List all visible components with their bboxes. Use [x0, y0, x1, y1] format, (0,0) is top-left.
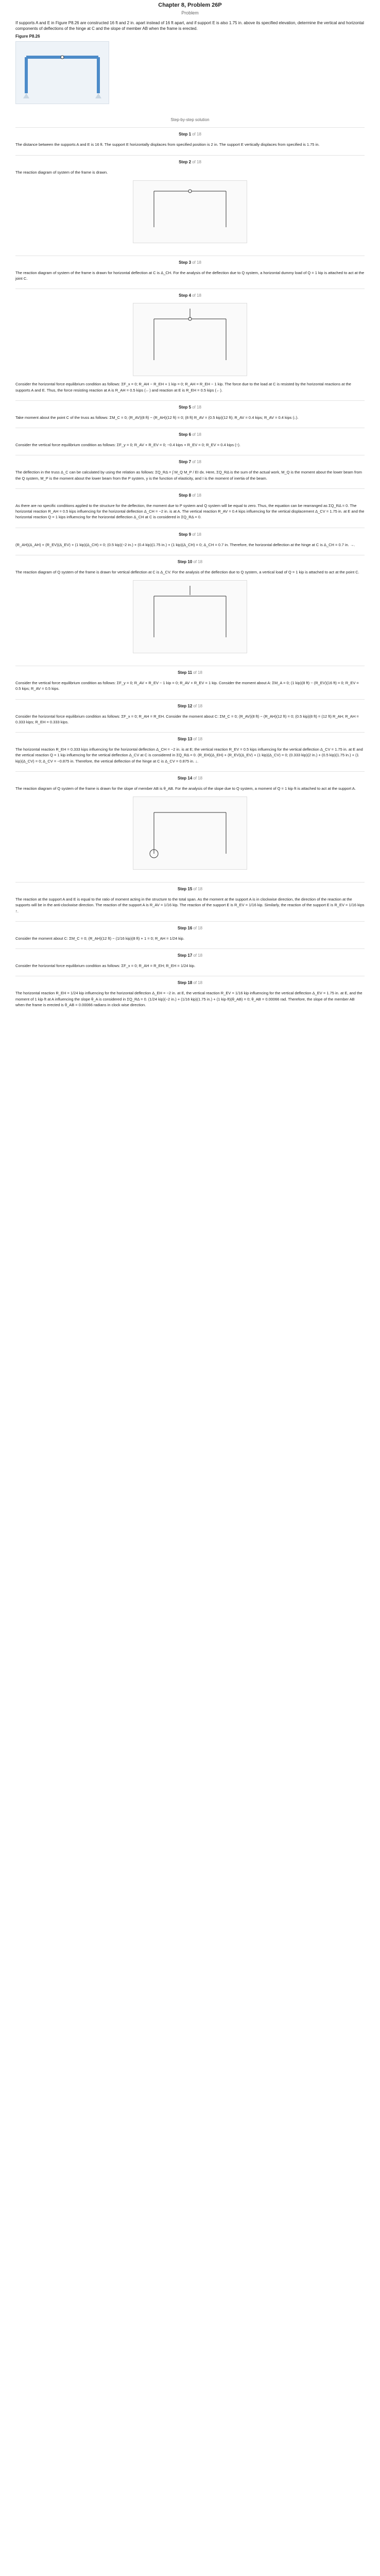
step-16-header — [15, 926, 365, 930]
step-3-label: Step 3 — [179, 260, 192, 265]
problem-statement — [15, 21, 365, 104]
figure-label: Figure P8.26 — [15, 33, 40, 39]
p-system-diagram — [133, 180, 247, 243]
step-3 — [15, 256, 365, 289]
frame-figure — [16, 42, 109, 104]
q-system-diagram-3 — [133, 796, 247, 870]
step-7-text: The deflection in the truss Δ_C can be calculated by using the relation as follows: ΣQ_RΔ = ∫ M_Q M_P / EI dx. Here, ΣQ_RΔ is the sum of the actual work, M_Q is the moment about the lower beam from the Q system, M_P is the moment about the lower beam from the P system, y is the function of elasticity, and I is the moment of inertia of the beam. — [15, 470, 362, 481]
step-6-label: Step 6 — [179, 432, 192, 437]
step-6-header — [15, 432, 365, 437]
step-1-label: Step 1 — [179, 132, 192, 137]
step-7-label: Step 7 — [179, 460, 192, 465]
step-6 — [15, 428, 365, 455]
step-16-text: Consider the moment about C: ΣM_C = 0; (R_AH)(12 ft) − (1/16 kip)(8 ft) + 1 = 0; R_AH = 1/24 kip. — [15, 936, 184, 941]
step-6-text: Consider the vertical force equilibrium condition as follows: ΣF_y = 0; R_AV + R_EV = 0; −0.4 kips + R_EV = 0; R_EV = 0.4 kips (↑). — [15, 443, 240, 448]
step-1 — [15, 127, 365, 155]
step-2-label: Step 2 — [179, 159, 192, 164]
step-10-of: of 18 — [193, 559, 203, 564]
q-system-diagram-1 — [133, 303, 247, 376]
step-4-text: Consider the horizontal force equilibrium condition as follows: ΣF_x = 0; R_AH − R_EH + 1 kip = 0; R_AH = R_EH − 1 kip. The force due to the load at C is resisted by the horizontal reactions at the supports A and E. Thus, the force resisting reaction at A is R_AH = 0.5 kips (←) and reaction at E is R_EH = 0.5 kips (←). — [15, 382, 351, 393]
step-14-of: of 18 — [193, 775, 203, 781]
step-12-text: Consider the horizontal force equilibrium condition as follows: ΣF_x = 0; R_AH = R_EH. Consider the moment about C: ΣM_C = 0; (R_AV)(8 ft) − (R_AH)(12 ft) = 0; (0.5 kip)(8 ft) = (12 ft) R_AH; R_AH = 0.333 kips; R_EH = 0.333 kips. — [15, 714, 359, 724]
step-12-of: of 18 — [193, 703, 203, 708]
step-15 — [15, 882, 365, 921]
step-11-label: Step 11 — [178, 670, 193, 675]
solution-label: Step-by-step solution — [170, 117, 210, 123]
step-1-of: of 18 — [192, 132, 201, 137]
step-7-of: of 18 — [192, 460, 201, 465]
step-10-header — [15, 560, 365, 564]
step-10 — [15, 555, 365, 666]
step-5 — [15, 400, 365, 428]
step-14-header — [15, 776, 365, 781]
step-15-of: of 18 — [193, 887, 203, 892]
step-3-header — [15, 260, 365, 265]
step-14-text: The reaction diagram of Q system of the frame is drawn for the slope of member AB is θ_AB. For the analysis of the slope due to Q system, a moment of Q = 1 kip·ft is attached to act at the support A. — [15, 786, 356, 791]
steps-container — [0, 127, 380, 1015]
step-17-of: of 18 — [193, 953, 203, 958]
step-3-text: The reaction diagram of system of the frame is drawn for horizontal deflection at C is Δ_CH. For the analysis of the deflection due to Q system, a horizontal dummy load of Q = 1 kip is attached to act at the joint C. — [15, 270, 365, 281]
step-6-of: of 18 — [192, 432, 201, 437]
step-14 — [15, 771, 365, 882]
step-1-header — [15, 132, 365, 137]
step-5-of: of 18 — [192, 404, 201, 410]
step-4-header — [15, 293, 365, 298]
step-11-header — [15, 670, 365, 675]
step-13 — [15, 732, 365, 771]
step-13-of: of 18 — [193, 737, 203, 742]
step-9 — [15, 528, 365, 555]
step-11-of: of 18 — [193, 670, 202, 675]
step-8-label: Step 8 — [179, 493, 192, 498]
step-5-text: Take moment about the point C of the truss as follows: ΣM_C = 0; (R_AV)(8 ft) − (R_AH)(12 ft) = 0; (8 ft) R_AV = (0.5 kip)(12 ft); R_AV = 0.4 kips; R_AV = 0.4 kips (↓). — [15, 415, 299, 420]
step-15-header — [15, 887, 365, 891]
step-17-header — [15, 953, 365, 958]
step-18-header — [15, 980, 365, 985]
step-4-label: Step 4 — [179, 293, 192, 298]
step-15-text: The reaction at the support A and E is equal to the ratio of moment acting in the structure to the total span. As the moment at the support A is in clockwise direction, the direction of the reaction at the supports will be in the anti-clockwise direction. The reaction of the support A is R_AV = 1/16 kip. The reaction of the support E is R_EV = 1/16 kip. Similarly, the reaction of the support E is R_EV = 1/16 kips ↑. — [15, 897, 365, 913]
step-9-header — [15, 532, 365, 537]
step-13-text: The horizontal reaction R_EH = 0.333 kips influencing for the horizontal deflection Δ_CH = −2 in. is at E; the vertical reaction R_EV = 0.5 kips influencing for the vertical deflection Δ_CV = 1.75 in. at E and the vertical reaction Q = 1 kip influencing for the vertical deflection Δ_CV at C is considered in ΣQ_RΔ = 0. (R_EH)(Δ_EH) + (R_EV)(Δ_EV) + (1 kip)(Δ_CV) = 0; (0.333 kip)(2 in.) + (0.5 kip)(1.75 in.) + (1 kip)(Δ_CV) = 0; Δ_CV = −0.875 in. Therefore, the vertical deflection of the hinge at C is Δ_CV = 0.875 in. ↓. — [15, 747, 363, 764]
step-16-label: Step 16 — [177, 925, 193, 930]
step-12-header — [15, 704, 365, 708]
step-17-label: Step 17 — [177, 953, 193, 958]
step-8-of: of 18 — [192, 493, 201, 498]
step-8-text: As there are no specific conditions applied to the structure for the deflection, the moment due to P system and Q system will be equal to zero. Thus, the equation can be rearranged as ΣQ_RΔ = 0. The horizontal reaction R_AH = 0.5 kips influencing for the horizontal deflection Δ_CH = −2 in. is at A. The vertical reaction R_AV = 0.4 kips influencing for the vertical displacement Δ_CV = 1.75 in. at E and the horizontal reaction Q = 1 kips influencing for the horizontal deflection Δ_CH at C is considered in ΣQ_RΔ = 0. — [15, 503, 365, 520]
step-12 — [15, 699, 365, 733]
step-10-text: The reaction diagram of Q system of the frame is drawn for vertical deflection at C is Δ_CV. For the analysis of the deflection due to Q system, a vertical load of Q = 1 kip is attached to act at the point C. — [15, 569, 359, 574]
page-subtitle: Problem — [181, 10, 199, 15]
step-8-header — [15, 493, 365, 498]
step-17-text: Consider the horizontal force equilibrium condition as follows: ΣF_x = 0; R_AH = R_EH; R_EH = 1/24 kip. — [15, 963, 196, 969]
step-9-text: (R_AH)(Δ_AH) + (R_EV)(Δ_EV) + (1 kip)(Δ_CH) = 0; (0.5 kip)(−2 in.) + (0.4 kip)(1.75 in.) + (1 kip)(Δ_CH) = 0; Δ_CH = 0.7 in. Therefore, the horizontal deflection at the hinge at C is Δ_CH = 0.7 in. →. — [15, 542, 355, 547]
step-12-label: Step 12 — [177, 703, 193, 708]
step-18-label: Step 18 — [177, 980, 193, 986]
step-15-label: Step 15 — [177, 887, 193, 892]
step-13-label: Step 13 — [177, 737, 193, 742]
step-5-header — [15, 405, 365, 410]
step-18-text: The horizontal reaction R_EH = 1/24 kip influencing for the horizontal deflection Δ_EH = −2 in. at E, the vertical reaction R_EV = 1/16 kip influencing for the vertical deflection Δ_EV = 1.75 in. at E, and the moment of 1 kip·ft at A influencing the slope θ_A is considered in ΣQ_RΔ = 0. (1/24 kip)(−2 in.) + (1/16 kip)(1.75 in.) + (1 kip·ft)(θ_AB) = 0; θ_AB = 0.00066 rad. Therefore, the slope of the member AB when the frame is erected is θ_AB = 0.00066 radians in clock wise direction. — [15, 991, 362, 1007]
step-18 — [15, 976, 365, 1015]
step-8 — [15, 488, 365, 528]
step-13-header — [15, 737, 365, 741]
step-1-text: The distance between the supports A and E is 16 ft. The support E horizontally displaces from specified position is 2 in. The support E vertically displaces from specified is 1.75 in. — [15, 142, 320, 147]
page-title: Chapter 8, Problem 26P — [158, 2, 222, 8]
step-9-label: Step 9 — [179, 532, 192, 537]
step-16 — [15, 921, 365, 948]
step-3-of: of 18 — [192, 260, 201, 265]
step-2-text: The reaction diagram of system of the frame is drawn. — [15, 170, 108, 175]
step-7 — [15, 455, 365, 488]
q-system-diagram-2 — [133, 580, 247, 653]
step-18-of: of 18 — [193, 980, 203, 986]
step-2 — [15, 155, 365, 256]
step-17 — [15, 948, 365, 976]
step-2-of: of 18 — [192, 159, 201, 164]
step-5-label: Step 5 — [179, 404, 192, 410]
step-16-of: of 18 — [193, 925, 203, 930]
step-7-header — [15, 460, 365, 464]
step-11 — [15, 666, 365, 699]
step-10-label: Step 10 — [177, 559, 193, 564]
step-4 — [15, 289, 365, 400]
step-2-header — [15, 160, 365, 164]
step-11-text: Consider the vertical force equilibrium condition as follows: ΣF_y = 0; R_AV + R_EV − 1 kip = 0; R_AV + R_EV = 1 kip. Consider the moment about A: ΣM_A = 0; (1 kip)(8 ft) − (R_EV)(16 ft) = 0; R_EV = 0.5 kips; R_AV = 0.5 kips. — [15, 681, 359, 691]
step-9-of: of 18 — [192, 532, 201, 537]
figure-frame — [15, 41, 109, 104]
step-4-of: of 18 — [192, 293, 201, 298]
problem-text: If supports A and E in Figure P8.26 are constructed 16 ft and 2 in. apart instead of 16 ft apart, and if support E is also 1.75 in. above its specified elevation, determine the vertical and horizontal components of deflections of the hinge at C and the slope of member AB when the frame is erected. — [15, 21, 364, 31]
step-14-label: Step 14 — [177, 775, 193, 781]
